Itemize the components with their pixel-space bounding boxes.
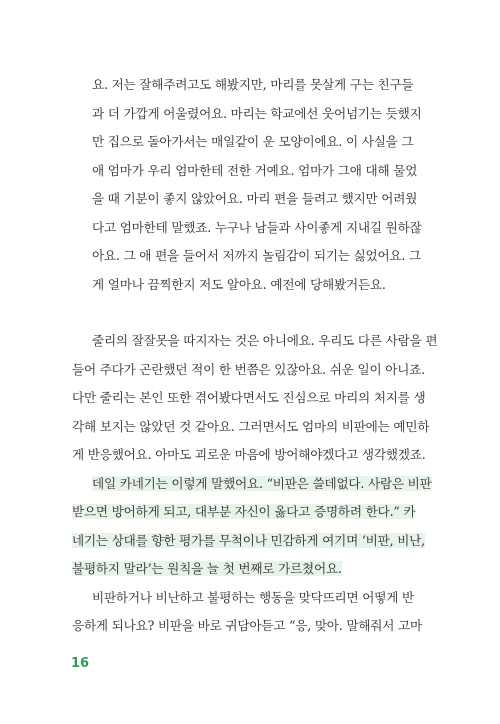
quote-line: 과 더 가깝게 어울렸어요. 마리는 학교에선 웃어넘기는 듯했지 [92,106,422,121]
paragraph-line: 줄리의 잘잘못을 따지자는 것은 아니에요. 우리도 다른 사람을 편 [92,333,438,348]
paragraph-line: 응하게 되나요? 비판을 바로 귀담아듣고 “응, 맞아. 말해줘서 고마 [72,618,422,633]
highlight-line [72,504,415,520]
quote-line: 다고 엄마한테 말했죠. 누구나 남들과 사이좋게 지내길 원하잖 [92,220,422,235]
quote-line: 게 얼마나 끔찍한지 저도 알아요. 예전에 당해봤거든요. [92,277,386,292]
quote-line: 을 때 기분이 좋지 않았어요. 마리 편을 들려고 했지만 어려웠 [92,191,418,206]
quote-line: 아요. 그 애 편을 들어서 저까지 놀림감이 되기는 싫었어요. 그 [92,248,422,263]
paragraph-line: 비판하거나 비난하고 불평하는 행동을 맞닥뜨리면 어떻게 반 [92,590,414,605]
paragraph-line: 들어 주다가 곤란했던 적이 한 번쯤은 있잖아요. 쉬운 일이 아니죠. [72,362,425,377]
highlight-line [72,561,342,577]
paragraph-line: 게 반응했어요. 아마도 괴로운 마음에 방어해야겠다고 생각했겠죠. [72,447,426,462]
page-number: 16 [71,656,90,671]
highlight-text: 불평하지 말라’는 원칙을 늘 첫 번째로 가르쳤어요. [72,561,342,576]
highlight-line [72,533,425,549]
highlight-text: 데일 카네기는 이렇게 말했어요. “비판은 쓸데없다. 사람은 비판 [92,476,432,491]
highlight-line [92,476,432,492]
quote-line: 애 엄마가 우리 엄마한테 전한 거예요. 엄마가 그애 대해 물었 [92,163,418,178]
paragraph-line: 각해 보지는 않았던 것 같아요. 그러면서도 엄마의 비판에는 예민하 [72,419,430,434]
highlight-text: 네기는 상대를 향한 평가를 무척이나 민감하게 여기며 ‘비판, 비난, [72,533,425,548]
paragraph-line: 다만 줄리는 본인 또한 겪어봤다면서도 진심으로 마리의 처지를 생 [72,390,426,405]
highlight-text: 받으면 방어하게 되고, 대부분 자신이 옳다고 증명하려 한다.” 카 [72,504,416,519]
quote-line: 만 집으로 돌아가서는 매일같이 운 모양이에요. 이 사실을 그 [92,134,414,149]
quote-line: 요. 저는 잘해주려고도 해봤지만, 마리를 못살게 구는 친구들 [92,77,414,92]
